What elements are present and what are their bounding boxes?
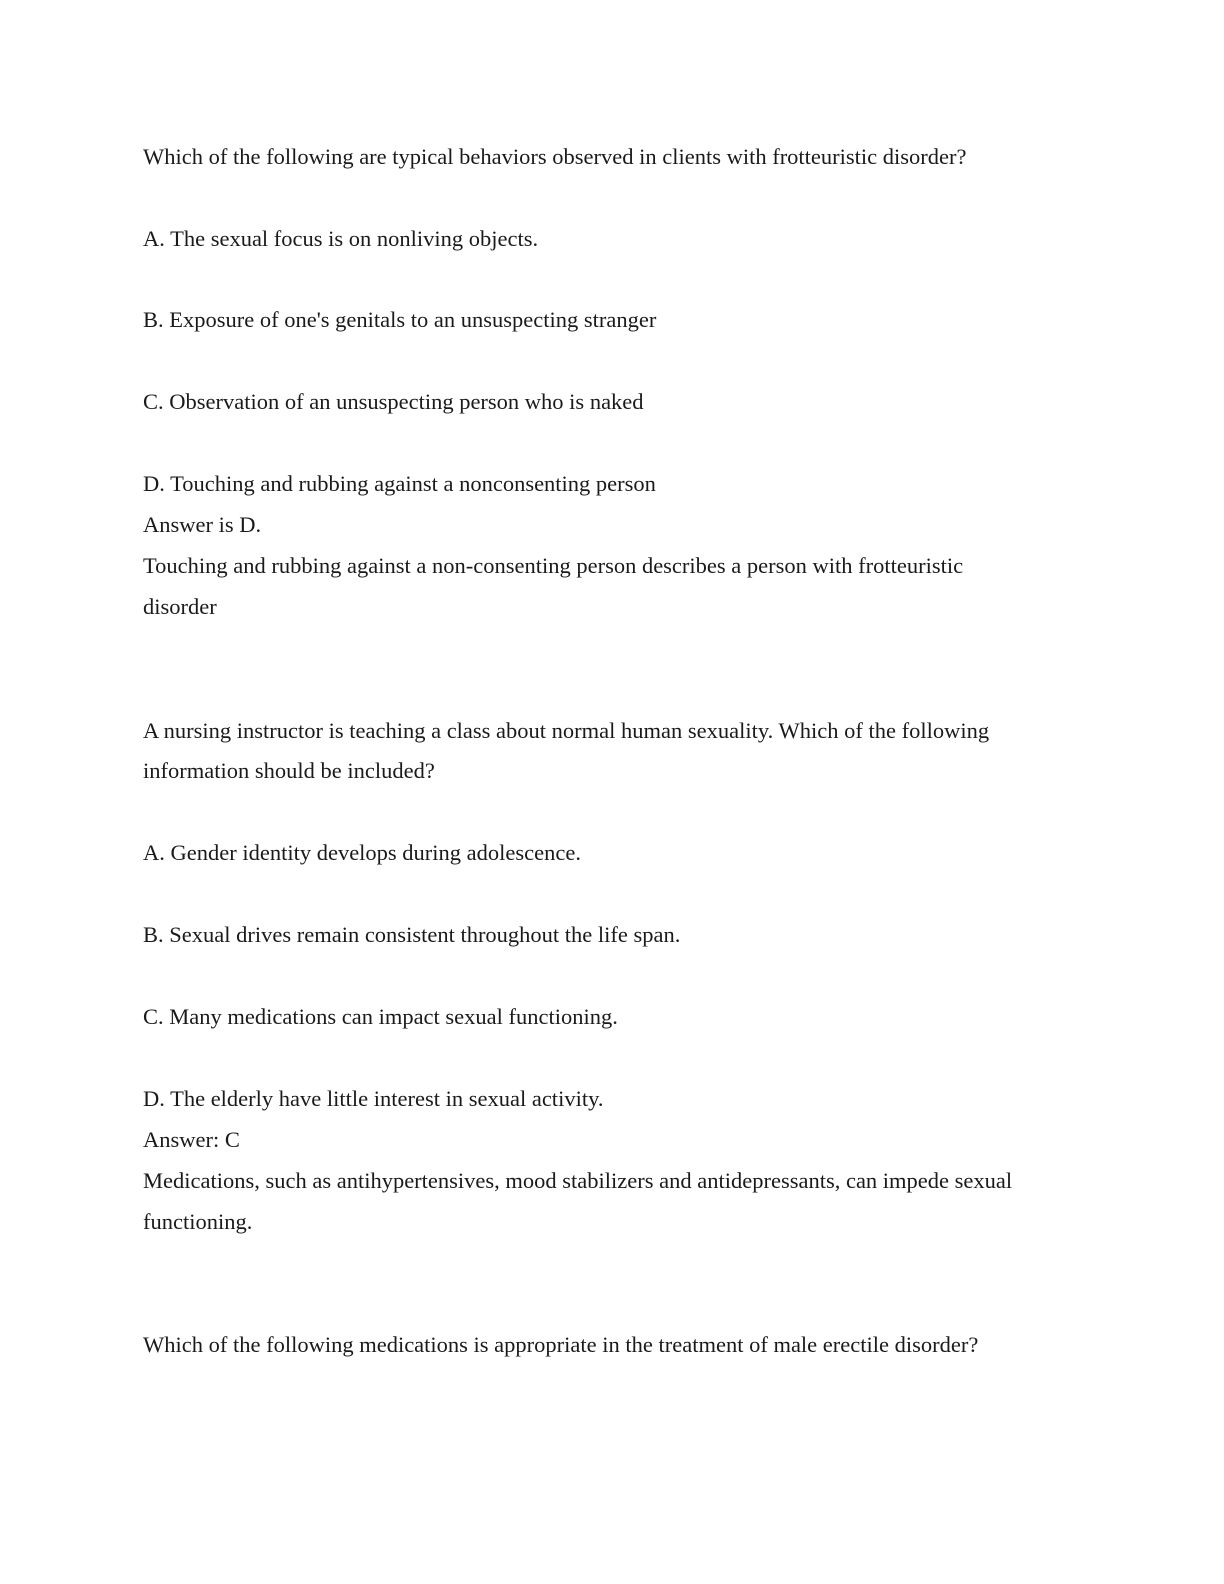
question-text: information should be included? (143, 758, 435, 783)
rationale-text: Medications, such as antihypertensives, mood stabilizers and antidepressants, can impede sexual (143, 1168, 1013, 1193)
option-c: C. Observation of an unsuspecting person who is naked (143, 389, 644, 414)
option-c: C. Many medications can impact sexual functioning. (143, 1004, 618, 1029)
question-text: A nursing instructor is teaching a class about normal human sexuality. Which of the following (143, 718, 990, 743)
rationale-text: Touching and rubbing against a non-consenting person describes a person with frotteuristic (143, 553, 964, 578)
question-text: Which of the following medications is appropriate in the treatment of male erectile disorder? (143, 1332, 979, 1357)
option-a: A. The sexual focus is on nonliving objects. (143, 226, 539, 251)
option-a: A. Gender identity develops during adolescence. (143, 840, 581, 865)
rationale-text: disorder (143, 594, 217, 619)
option-d: D. The elderly have little interest in sexual activity. (143, 1086, 604, 1111)
option-b: B. Sexual drives remain consistent throughout the life span. (143, 922, 681, 947)
answer-text: Answer is D. (143, 512, 262, 537)
answer-text: Answer: C (143, 1127, 240, 1152)
option-d: D. Touching and rubbing against a nonconsenting person (143, 471, 656, 496)
rationale-text: functioning. (143, 1209, 253, 1234)
option-b: B. Exposure of one's genitals to an unsuspecting stranger (143, 307, 657, 332)
question-text: Which of the following are typical behaviors observed in clients with frotteuristic disorder? (143, 144, 967, 169)
